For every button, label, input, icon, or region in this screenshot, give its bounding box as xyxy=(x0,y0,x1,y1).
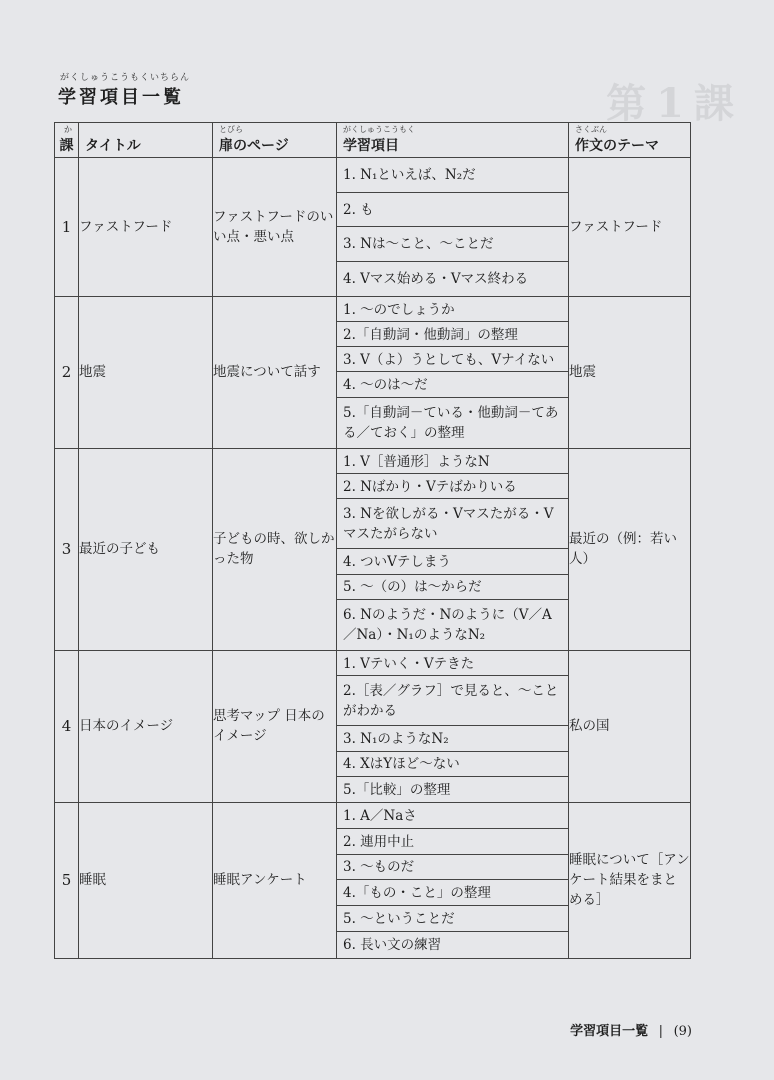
learning-item: 3. ～ものだ xyxy=(337,855,568,881)
header-items-label: 学習項目 xyxy=(343,138,399,154)
learning-item: 4. ～のは～だ xyxy=(337,372,568,397)
learning-item: 4. ついVテしまう xyxy=(337,549,568,574)
header-title-label: タイトル xyxy=(85,138,141,154)
learning-item: 6. Nのようだ・Nのように（V／A／Na）・N₁のようなN₂ xyxy=(343,607,552,644)
learning-item: 3. N₁のようなN₂ xyxy=(337,726,568,751)
header-lesson-ruby: か xyxy=(64,125,72,134)
learning-item: 2. Nばかり・Vテばかりいる xyxy=(337,474,568,499)
door-page-text: 思考マップ 日本のイメージ xyxy=(213,650,337,802)
learning-items-list xyxy=(337,803,568,958)
learning-item: 3. Nは～こと、～ことだ xyxy=(337,227,568,262)
door-page-text: 地震について話す xyxy=(213,297,337,449)
lesson-title: ファストフード xyxy=(79,158,213,297)
learning-item: 3. V（よ）うとしても、Vナイない xyxy=(337,347,568,372)
lesson-title: 地震 xyxy=(79,297,213,449)
learning-item: 4. Vマス始める・Vマス終わる xyxy=(343,271,529,288)
lesson-number: 4 xyxy=(55,650,79,802)
header-lesson-label: 課 xyxy=(59,138,74,154)
learning-item: 4. XはYほど～ない xyxy=(337,752,568,777)
header-door-ruby: とびら xyxy=(219,125,243,134)
lesson-title: 日本のイメージ xyxy=(79,650,213,802)
learning-item: 1. N₁といえば、N₂だ xyxy=(337,158,568,193)
learning-item: 3. Nを欲しがる・Vマスたがる・Vマスたがらない xyxy=(337,499,568,549)
learning-item: 2.［表／グラフ］で見ると、～ことがわかる xyxy=(337,676,568,726)
composition-theme: 地震 xyxy=(569,297,691,449)
learning-item: 5. ～（の）は～からだ xyxy=(337,575,568,600)
table-row xyxy=(55,158,691,297)
learning-items-cell xyxy=(337,650,569,802)
ghost-lesson-heading: 第1課 xyxy=(606,80,744,127)
learning-item: 1. A／Naさ xyxy=(337,803,568,829)
header-theme-ruby: さくぶん xyxy=(575,125,607,134)
composition-theme: ファストフード xyxy=(569,158,691,297)
door-page-text: 子どもの時、欲しかった物 xyxy=(213,448,337,650)
page-title-ruby: がくしゅうこうもくいちらん xyxy=(60,73,191,83)
header-title xyxy=(79,123,213,158)
table-row xyxy=(55,297,691,449)
learning-items-list xyxy=(337,158,568,296)
learning-item: 1. Vテいく・Vテきた xyxy=(337,651,568,676)
footer-separator: | xyxy=(658,1024,664,1039)
header-items xyxy=(337,123,569,158)
footer-label: 学習項目一覧 xyxy=(570,1024,649,1039)
door-page-text: ファストフードのいい点・悪い点 xyxy=(213,158,337,297)
lesson-number: 3 xyxy=(55,448,79,650)
learning-item: 1. V［普通形］ようなN xyxy=(337,449,568,474)
table-header-row xyxy=(55,123,691,158)
header-lesson xyxy=(55,123,79,158)
learning-item: 1. ～のでしょうか xyxy=(337,297,568,322)
learning-item: 5. ～ということだ xyxy=(337,906,568,932)
learning-item: 4.「もの・こと」の整理 xyxy=(337,880,568,906)
composition-theme: 私の国 xyxy=(569,650,691,802)
door-page-text: 睡眠アンケート xyxy=(213,802,337,958)
table-row xyxy=(55,650,691,802)
page-title: 学習項目一覧 xyxy=(58,87,184,108)
learning-item: 2. 連用中止 xyxy=(337,829,568,855)
lesson-number: 2 xyxy=(55,297,79,449)
header-door-label: 扉のページ xyxy=(219,138,289,154)
learning-item: 2.「自動詞・他動詞」の整理 xyxy=(337,322,568,347)
learning-item: 5.「自動詞－ている・他動詞－てある／ておく」の整理 xyxy=(343,405,559,442)
learning-items-list xyxy=(337,651,568,802)
header-items-ruby: がくしゅうこうもく xyxy=(343,125,415,134)
learning-items-list xyxy=(337,297,568,448)
learning-item: 6. 長い文の練習 xyxy=(343,937,442,954)
learning-items-cell xyxy=(337,802,569,958)
table-row xyxy=(55,802,691,958)
composition-theme: 睡眠について［アンケート結果をまとめる］ xyxy=(569,802,691,958)
learning-items-cell xyxy=(337,297,569,449)
lesson-title: 睡眠 xyxy=(79,802,213,958)
header-door xyxy=(213,123,337,158)
lesson-table xyxy=(54,122,691,959)
lesson-number: 5 xyxy=(55,802,79,958)
learning-items-cell xyxy=(337,158,569,297)
page-header xyxy=(58,70,190,109)
composition-theme: 最近の（例：若い人） xyxy=(569,448,691,650)
lesson-number: 1 xyxy=(55,158,79,297)
learning-item: 5.「比較」の整理 xyxy=(343,781,451,798)
learning-items-list xyxy=(337,449,568,650)
page-number: (9) xyxy=(673,1024,692,1039)
learning-item: 2. も xyxy=(337,193,568,228)
lesson-title: 最近の子ども xyxy=(79,448,213,650)
page-footer xyxy=(570,1020,692,1039)
header-theme-label: 作文のテーマ xyxy=(575,138,659,154)
learning-items-cell xyxy=(337,448,569,650)
header-theme xyxy=(569,123,691,158)
table-row xyxy=(55,448,691,650)
